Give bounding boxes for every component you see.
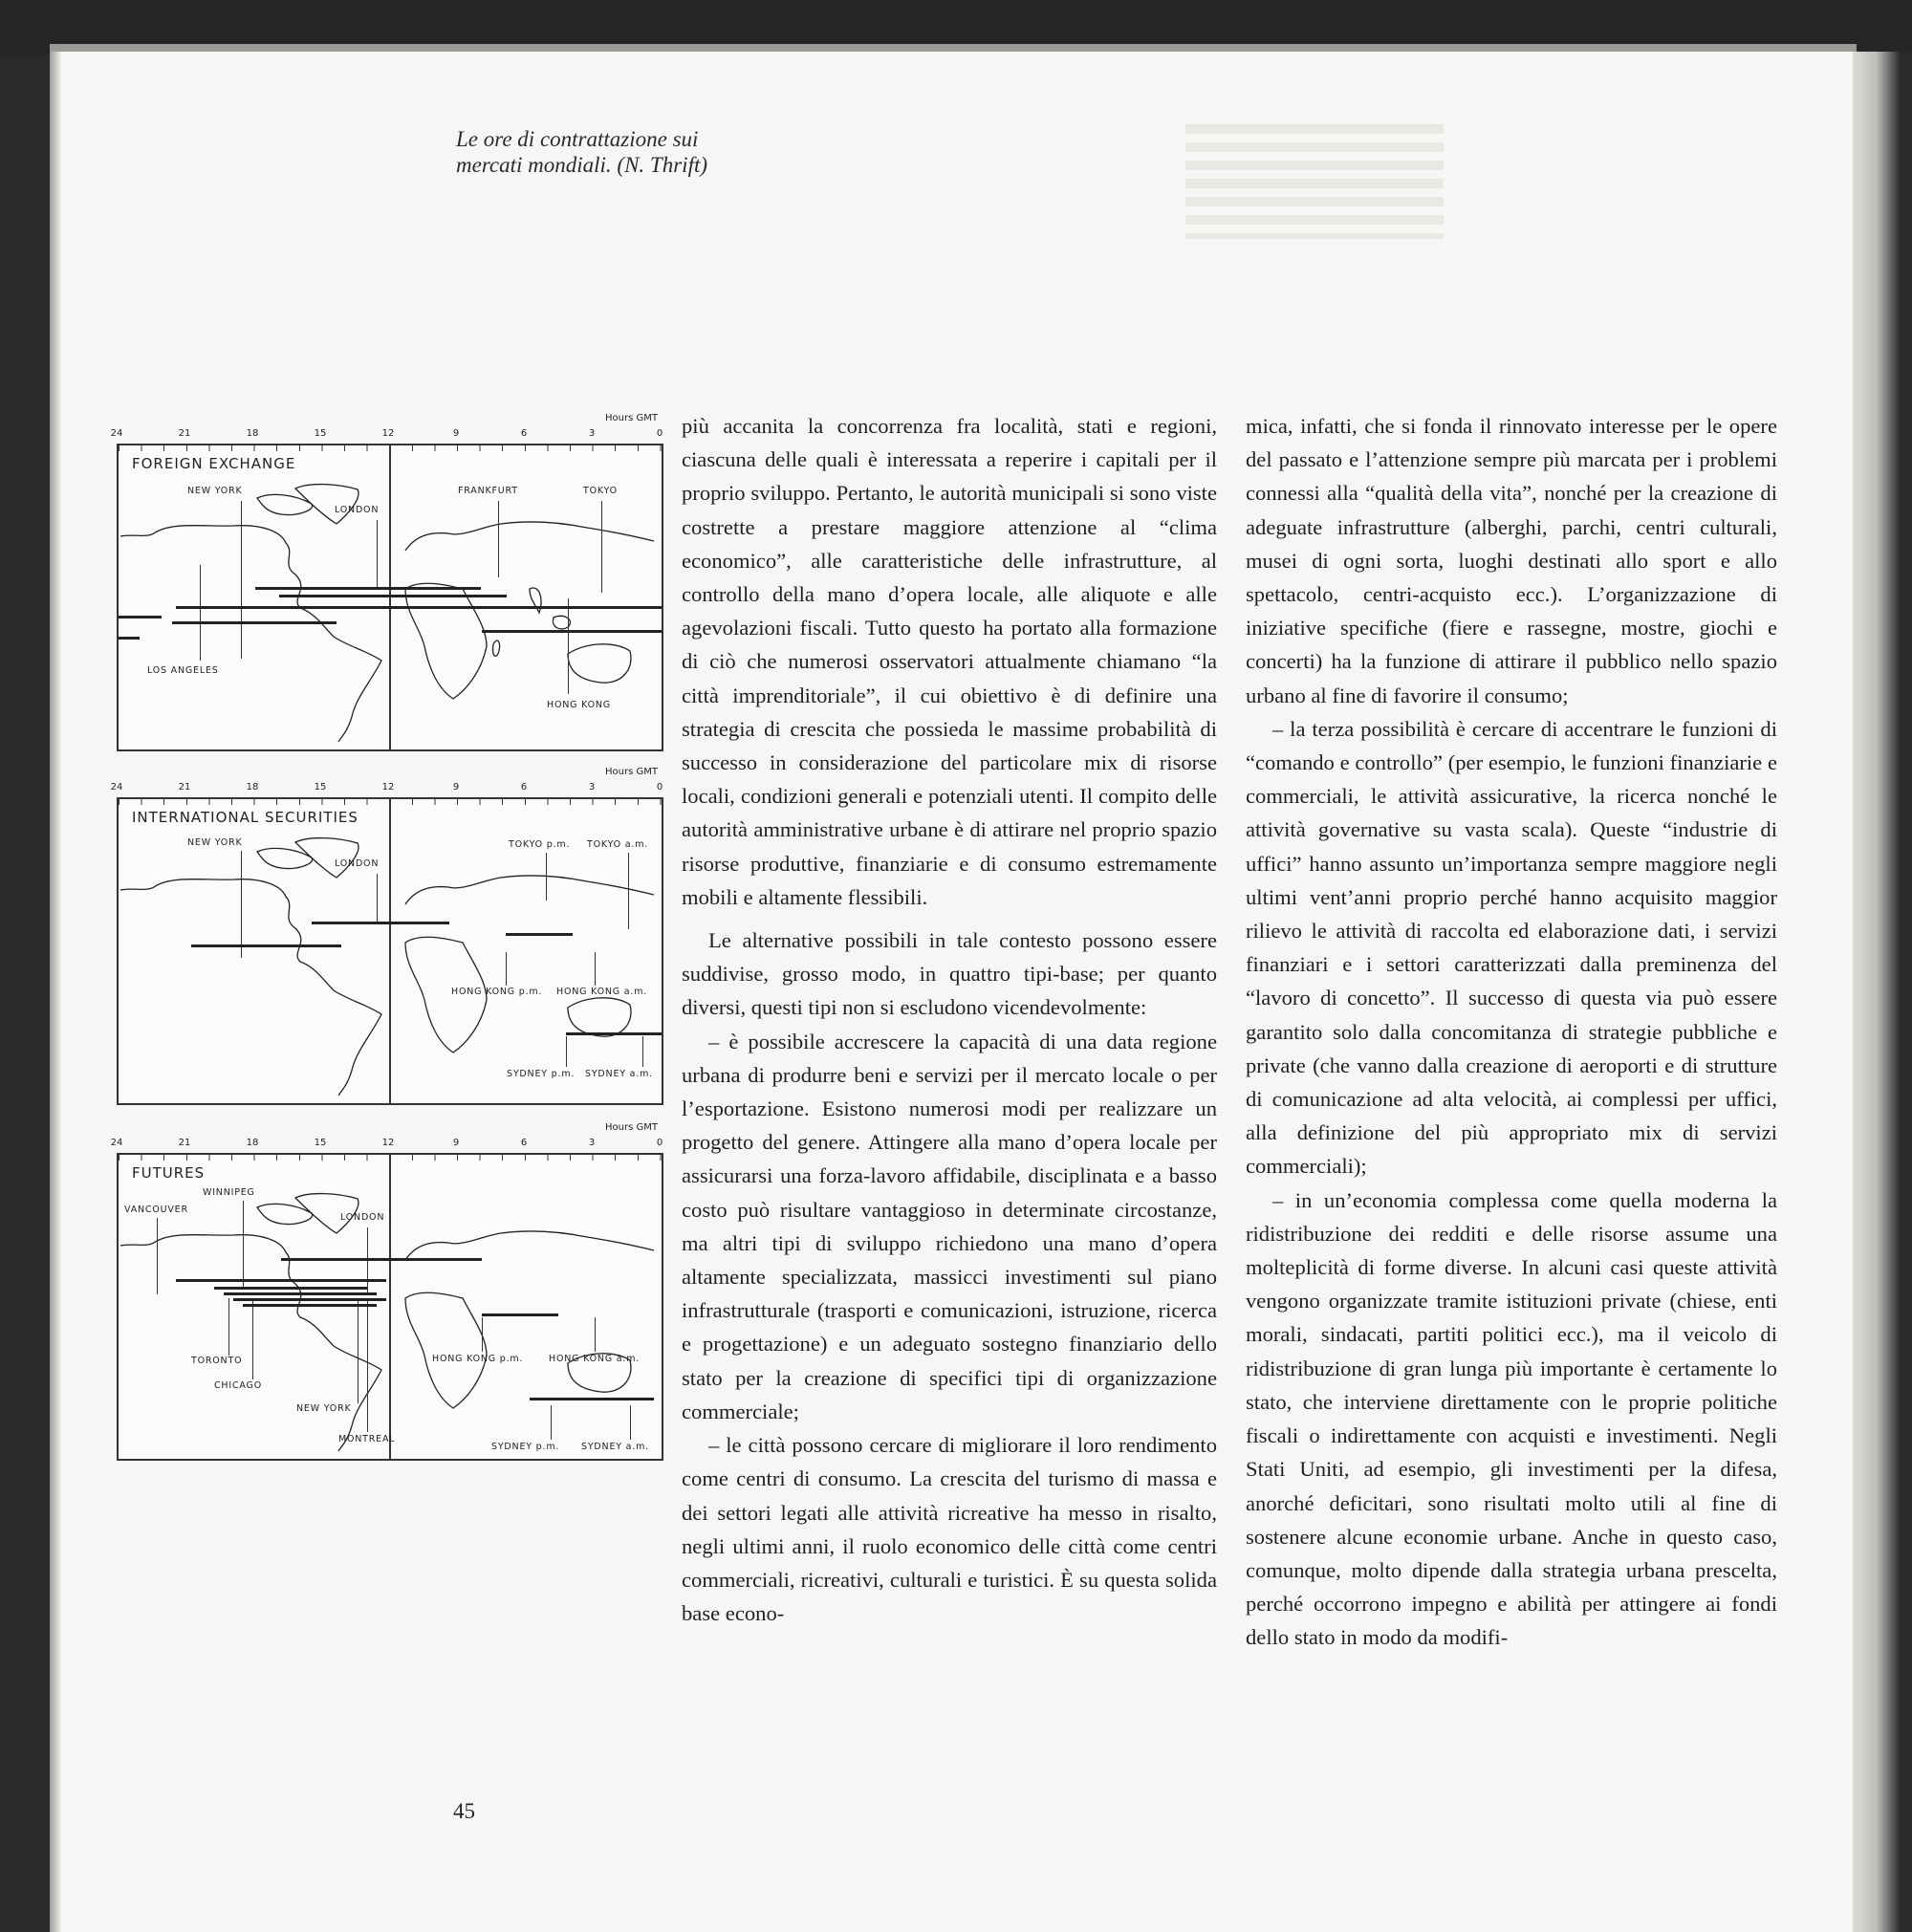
caption-line-1: Le ore di contrattazione sui <box>456 127 699 151</box>
text-column-right <box>1246 409 1777 1655</box>
axis-tick: 18 <box>246 1138 259 1148</box>
city-label: WINNIPEG <box>203 1187 255 1198</box>
city-label: LONDON <box>335 858 380 869</box>
trading-hours-bar <box>224 1292 377 1295</box>
axis-tick: 6 <box>520 782 528 792</box>
paragraph: Le alternative possibili in tale contesto possono essere suddivise, grosso modo, in quattro tipi-base; per quanto diversi, questi tipi non si escludono vicendevolmente: <box>682 928 1217 1020</box>
axis-tick: 9 <box>452 1138 460 1148</box>
city-label: MONTREAL <box>338 1434 396 1444</box>
trading-hours-bar <box>233 1298 386 1301</box>
noon-divider <box>389 445 391 749</box>
leader-line <box>200 565 201 661</box>
list-item-paragraph: – le città possono cercare di migliorare il loro rendimento come centri di consumo. La crescita del turismo di massa e dei settori legati alle attività ricreative ha messo in risalto, negli ultimi anni, il ruolo economico delle città come centri commerciali, ricreativi, culturali e turistici. È su questa solida base econo- <box>682 1433 1217 1626</box>
city-label: LONDON <box>335 505 380 515</box>
axis-tick: 15 <box>314 1138 327 1148</box>
city-label: TOKYO <box>583 486 618 496</box>
leader-line <box>228 1298 229 1356</box>
city-label: TOKYO a.m. <box>587 839 649 850</box>
axis-tick: 9 <box>452 782 460 792</box>
axis-tick: 21 <box>178 428 191 439</box>
trading-hours-bar <box>172 621 337 624</box>
axis-tick: 24 <box>110 782 123 792</box>
axis-tick: 15 <box>314 782 327 792</box>
axis-tick: 12 <box>381 1138 395 1148</box>
leader-line <box>482 1317 483 1352</box>
city-label: SYDNEY p.m. <box>491 1442 560 1452</box>
leader-line <box>367 1298 368 1432</box>
axis-unit-label: Hours GMT <box>605 413 658 423</box>
trading-hours-bar <box>255 587 481 590</box>
panel-title: FOREIGN EXCHANGE <box>132 455 296 472</box>
axis-tick: 12 <box>381 428 395 439</box>
figure-panel-foreign-exchange <box>107 413 671 751</box>
axis-tick: 9 <box>452 428 460 439</box>
axis-tick: 6 <box>520 1138 528 1148</box>
city-label: HONG KONG a.m. <box>556 987 648 997</box>
city-label: VANCOUVER <box>124 1205 188 1215</box>
axis-tick: 18 <box>246 782 259 792</box>
caption-line-2: mercati mondiali. (N. Thrift) <box>456 153 708 177</box>
world-map-panel <box>117 797 663 1105</box>
leader-line <box>642 1036 643 1067</box>
list-item-paragraph: – in un’economia complessa come quella moderna la ridistribuzione dei redditi e delle risorse assume una molteplicità di forme diverse. In alcuni casi queste attività vengono organizzate tramite istituzioni private (chiese, enti morali, sindacati, partiti politici ecc.), ma il veicolo di ridistribuzione di gran lunga più importante è certamente lo stato, che interviene direttamente con le proprie politiche fiscali o indirettamente con acquisti e investimenti. Negli Stati Uniti, ad esempio, gli investimenti per la difesa, anorché deficitari, sono risultati molto utili al fine di sostenere alcune economie urbane. Anche in questo caso, comunque, molto dipende dalla strategia urbana prescelta, perché occorrono impegno e abilità per attingere ai fondi dello stato in modo da modifi- <box>1246 1187 1777 1650</box>
axis-tick: 12 <box>381 782 395 792</box>
trading-hours-bar <box>191 944 341 947</box>
list-item-paragraph: – la terza possibilità è cercare di accentrare le funzioni di “comando e controllo” (per esempio, le funzioni finanziarie e commerciali, le attività assicurative, la ricerca nonché le attività governative su vasta scala). Queste “industrie di uffici” hanno assunto un’importanza sempre maggiore negli ultimi vent’anni proprio perché hanno acquisito maggior rilievo le attività di raccolta ed elaborazione dati, i servizi finanziari e i settori caratterizzati dalla preminenza del “lavoro di concetto”. Il successo di questa via può essere garantito solo dalla concomitanza di strategie pubbliche e private (che vanno dalla creazione di aeroporti e di strutture di comunicazione ad alta velocità, ai complessi per uffici, alla definizione del più appropriato mix di servizi commerciali); <box>1246 716 1777 1179</box>
trading-hours-bar <box>566 1032 662 1035</box>
city-label: LONDON <box>340 1212 385 1223</box>
axis-tick: 24 <box>110 1138 123 1148</box>
leader-line <box>568 598 569 694</box>
leader-line <box>595 1317 596 1352</box>
figure-panel-futures <box>107 1122 671 1461</box>
world-map-panel <box>117 1153 663 1461</box>
panel-title: INTERNATIONAL SECURITIES <box>132 809 358 826</box>
paragraph: mica, infatti, che si fonda il rinnovato interesse per le opere del passato e l’attenzione sempre più marcata per i problemi connessi alla “qualità della vita”, nonché per la creazione di adeguate infrastrutture (alberghi, parchi, centri culturali, musei di ogni sorta, luoghi destinati allo sport e allo spettacolo, centri-acquisto ecc.). L’organizzazione di iniziative specifiche (fiere e rassegne, mostre, giochi e concerti) ha la funzione di attirare il pubblico nello spazio urbano al fine di favorire il consumo; <box>1246 414 1777 707</box>
trading-hours-bar <box>243 1304 377 1307</box>
leader-line <box>252 1298 253 1379</box>
axis-unit-label: Hours GMT <box>605 1122 658 1133</box>
trading-hours-bar <box>458 606 662 609</box>
leader-line <box>377 874 378 923</box>
trading-hours-bar <box>530 1398 654 1400</box>
leader-line <box>377 520 378 587</box>
leader-line <box>566 1036 567 1067</box>
leader-line <box>546 853 547 901</box>
trading-hours-bar <box>281 1258 482 1261</box>
city-label: NEW YORK <box>187 486 243 496</box>
leader-line <box>243 1201 244 1287</box>
city-label: FRANKFURT <box>458 486 518 496</box>
leader-line <box>498 501 499 577</box>
leader-line <box>367 1227 368 1294</box>
trading-hours-bar <box>312 922 449 924</box>
axis-tick: 3 <box>588 1138 596 1148</box>
trading-hours-bar <box>176 1279 386 1282</box>
leader-line <box>241 851 242 958</box>
trading-hours-bar <box>482 1313 558 1316</box>
city-label: SYDNEY a.m. <box>585 1069 653 1079</box>
leader-line <box>595 952 596 986</box>
leader-line <box>601 501 602 593</box>
axis-tick: 21 <box>178 782 191 792</box>
trading-hours-bar <box>482 630 662 633</box>
trading-hours-bar <box>506 933 573 936</box>
axis-tick: 0 <box>656 428 663 439</box>
city-label: NEW YORK <box>296 1403 352 1414</box>
list-item-paragraph: – è possibile accrescere la capacità di una data regione urbana di produrre beni e servizi per il mercato locale o per l’esportazione. Esistono numerosi modi per realizzare un progetto del genere. Attingere alla mano d’opera locale per assicurarsi una forza-lavoro affidabile, disciplinata e a basso costo può risultare vantaggioso in determinate circostanze, ma altri tipi di sviluppo richiedono una mano d’opera altamente specializzata, massicci investimenti sul piano infrastrutturale (trasporti e comunicazioni, istruzione, ricerca e progettazione) e un adeguato sostegno finanziario dello stato per la creazione di specifici tipi di organizzazione commerciale; <box>682 1029 1217 1423</box>
leader-line <box>628 853 629 929</box>
axis-tick: 3 <box>588 428 596 439</box>
axis-tick: 24 <box>110 428 123 439</box>
leader-line <box>551 1405 552 1440</box>
axis-unit-label: Hours GMT <box>605 767 658 777</box>
world-map-panel <box>117 444 663 751</box>
city-label: HONG KONG a.m. <box>549 1354 641 1364</box>
hours-axis <box>107 767 671 797</box>
hours-axis <box>107 413 671 444</box>
leader-line <box>506 952 507 986</box>
axis-tick: 3 <box>588 782 596 792</box>
city-label: HONG KONG <box>547 700 611 710</box>
axis-tick: 21 <box>178 1138 191 1148</box>
axis-tick: 6 <box>520 428 528 439</box>
city-label: NEW YORK <box>187 837 243 848</box>
axis-tick: 0 <box>656 1138 663 1148</box>
page-number: 45 <box>453 1799 475 1823</box>
city-label: SYDNEY p.m. <box>507 1069 576 1079</box>
noon-divider <box>389 799 391 1103</box>
figure-caption <box>456 126 743 178</box>
page-edge <box>50 44 1857 52</box>
axis-tick: 0 <box>656 782 663 792</box>
binding-shadow <box>50 52 61 1932</box>
trading-hours-bar <box>279 595 507 597</box>
text-column-middle <box>682 409 1217 1630</box>
figure-panel-international-securities <box>107 767 671 1105</box>
city-label: TORONTO <box>191 1356 243 1366</box>
leader-line <box>157 1218 158 1294</box>
trading-hours-bar <box>119 616 162 619</box>
city-label: HONG KONG p.m. <box>432 1354 524 1364</box>
noon-divider <box>389 1155 391 1459</box>
hours-axis <box>107 1122 671 1153</box>
show-through-text <box>1185 124 1444 239</box>
city-label: LOS ANGELES <box>147 665 219 676</box>
trading-hours-bar <box>119 637 140 640</box>
leader-line <box>241 501 242 659</box>
city-label: CHICAGO <box>214 1380 262 1391</box>
axis-tick: 15 <box>314 428 327 439</box>
leader-line <box>630 1405 631 1440</box>
trading-hours-bar <box>176 606 463 609</box>
city-label: TOKYO p.m. <box>509 839 571 850</box>
page-stack-edge <box>1853 52 1912 1932</box>
paragraph: più accanita la concorrenza fra località, stati e regioni, ciascuna delle quali è interessata a reperire i capitali per il proprio sviluppo. Pertanto, le autorità municipali si sono viste costrette a prestare maggiore attenzione al “clima economico”, alle caratteristiche delle infrastrutture, al controllo della mano d’opera locale, alle aliquote e alle agevolazioni fiscali. Tutto questo ha portato alla formazione di ciò che numerosi osservatori attualmente chiamano “la città imprenditoriale”, il cui obiettivo è di definire una strategia di crescita che possieda le massime probabilità di successo in considerazione del particolare mix di risorse locali, condizioni generali e potenziali utenti. Il compito delle autorità amministrative urbane è di attirare nel proprio spazio risorse produttive, finanziarie e di consumo estremamente mobili e altamente flessibili. <box>682 414 1217 909</box>
city-label: SYDNEY a.m. <box>581 1442 649 1452</box>
city-label: HONG KONG p.m. <box>451 987 543 997</box>
trading-hours-bar <box>214 1287 367 1290</box>
axis-tick: 18 <box>246 428 259 439</box>
panel-title: FUTURES <box>132 1164 206 1182</box>
